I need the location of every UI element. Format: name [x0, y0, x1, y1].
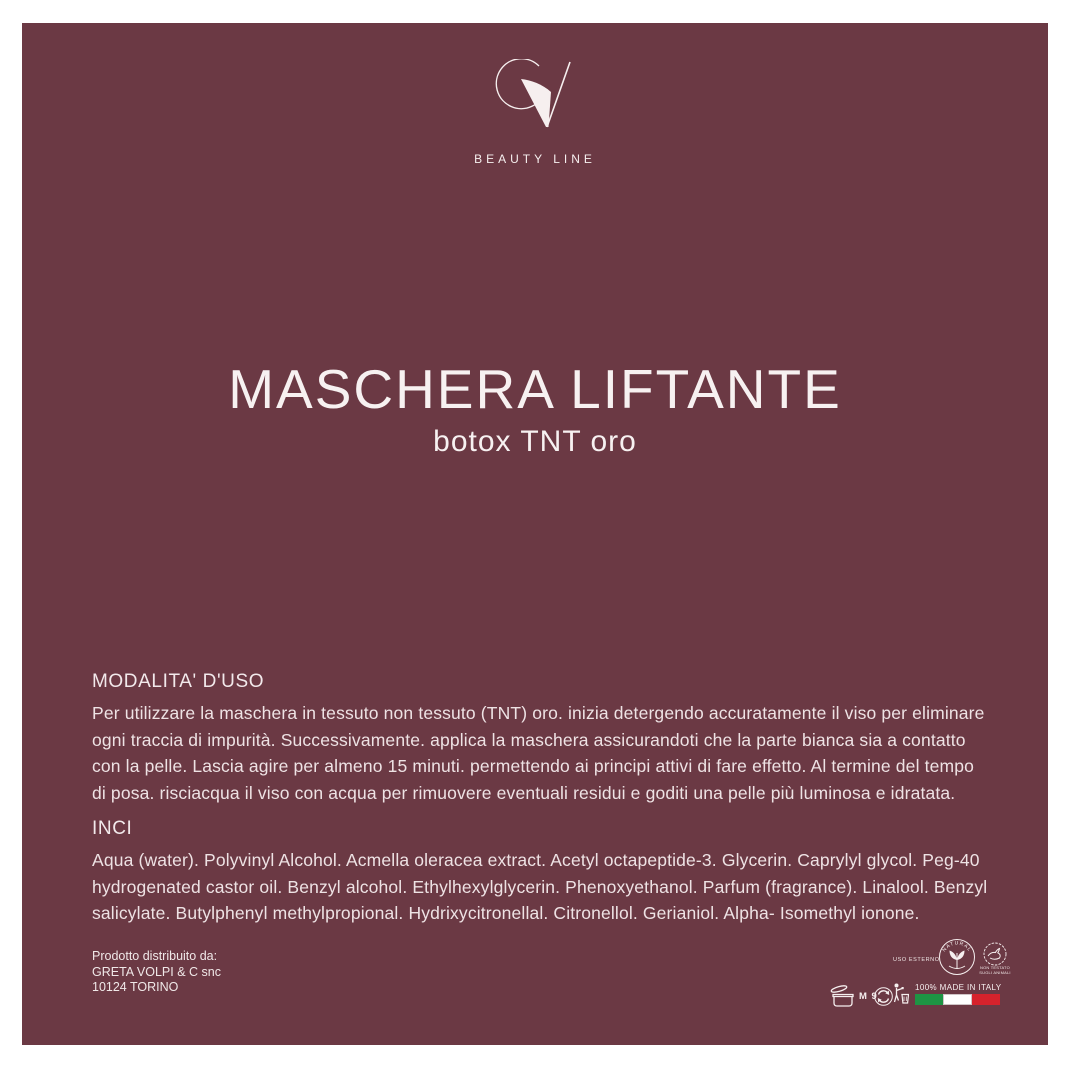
inci-body: Aqua (water). Polyvinyl Alcohol. Acmella oleracea extract. Acetyl octapeptide-3. Glycerin. Caprylyl glycol. Peg-40 hydrogenated castor oil. Benzyl alcohol. Ethylhexylglycerin. Phenoxyethanol. Parfum (fragrance). Linalool. Benzyl salicylate. Butylphenyl methylpropional. Hydrixycitronellal. Citronellol. Gerianiol. Alpha- Isomethyl ionone.	[92, 850, 988, 923]
cruelty-free-badge	[975, 942, 1015, 975]
distributor-city: 10124 TORINO	[92, 980, 179, 994]
inci-section	[92, 818, 989, 927]
flag-white-stripe	[943, 994, 971, 1005]
distributor-block	[92, 949, 221, 996]
made-in-italy-mark	[915, 983, 1001, 1005]
made-in-italy-label: 100% MADE IN ITALY	[915, 983, 1002, 992]
natural-badge-label: NATURAL	[941, 940, 973, 954]
cruelty-free-label-2: SUGLI ANIMALI	[979, 969, 1011, 975]
cruelty-free-label-1: NON TESTATO	[980, 965, 1010, 970]
product-title: MASCHERA LIFTANTE	[228, 358, 842, 420]
italian-flag-icon	[915, 994, 1000, 1005]
pao-period-label: M 9	[859, 990, 878, 1002]
inci-heading: INCI	[92, 818, 133, 839]
rabbit-icon	[983, 942, 1007, 966]
uso-esterno-label: USO ESTERNO	[893, 957, 940, 963]
open-jar-icon	[830, 984, 856, 1008]
tidy-man-icon	[892, 983, 909, 1008]
usage-section	[92, 671, 989, 806]
product-subtitle: botox TNT oro	[433, 425, 637, 458]
distributor-company: GRETA VOLPI & C snc	[92, 964, 221, 979]
svg-text:NATURAL	[941, 940, 972, 953]
flag-green-stripe	[915, 994, 943, 1005]
brand-line-label: BEAUTY LINE	[474, 152, 596, 166]
pao-mark	[830, 984, 878, 1008]
usage-heading: MODALITA' D'USO	[92, 671, 265, 692]
distributor-intro: Prodotto distribuito da:	[92, 949, 218, 963]
gv-monogram-icon	[495, 59, 575, 143]
flag-red-stripe	[972, 994, 1000, 1005]
usage-body: Per utilizzare la maschera in tessuto non tessuto (TNT) oro. inizia detergendo accuratamente il viso per eliminare ogni traccia di impurità. Successivamente. applica la maschera assicurandoti che la parte bianca sia a contatto con la pelle. Lascia agire per almeno 15 minuti. permettendo ai principi attivi di fare effetto. Al termine del tempo di posa. risciacqua il viso con acqua per rimuovere eventuali residui e goditi una pelle più luminosa e idratata.	[92, 703, 985, 803]
label-panel	[22, 23, 1048, 1045]
natural-badge-icon	[938, 938, 976, 976]
recycle-icon	[874, 987, 893, 1006]
